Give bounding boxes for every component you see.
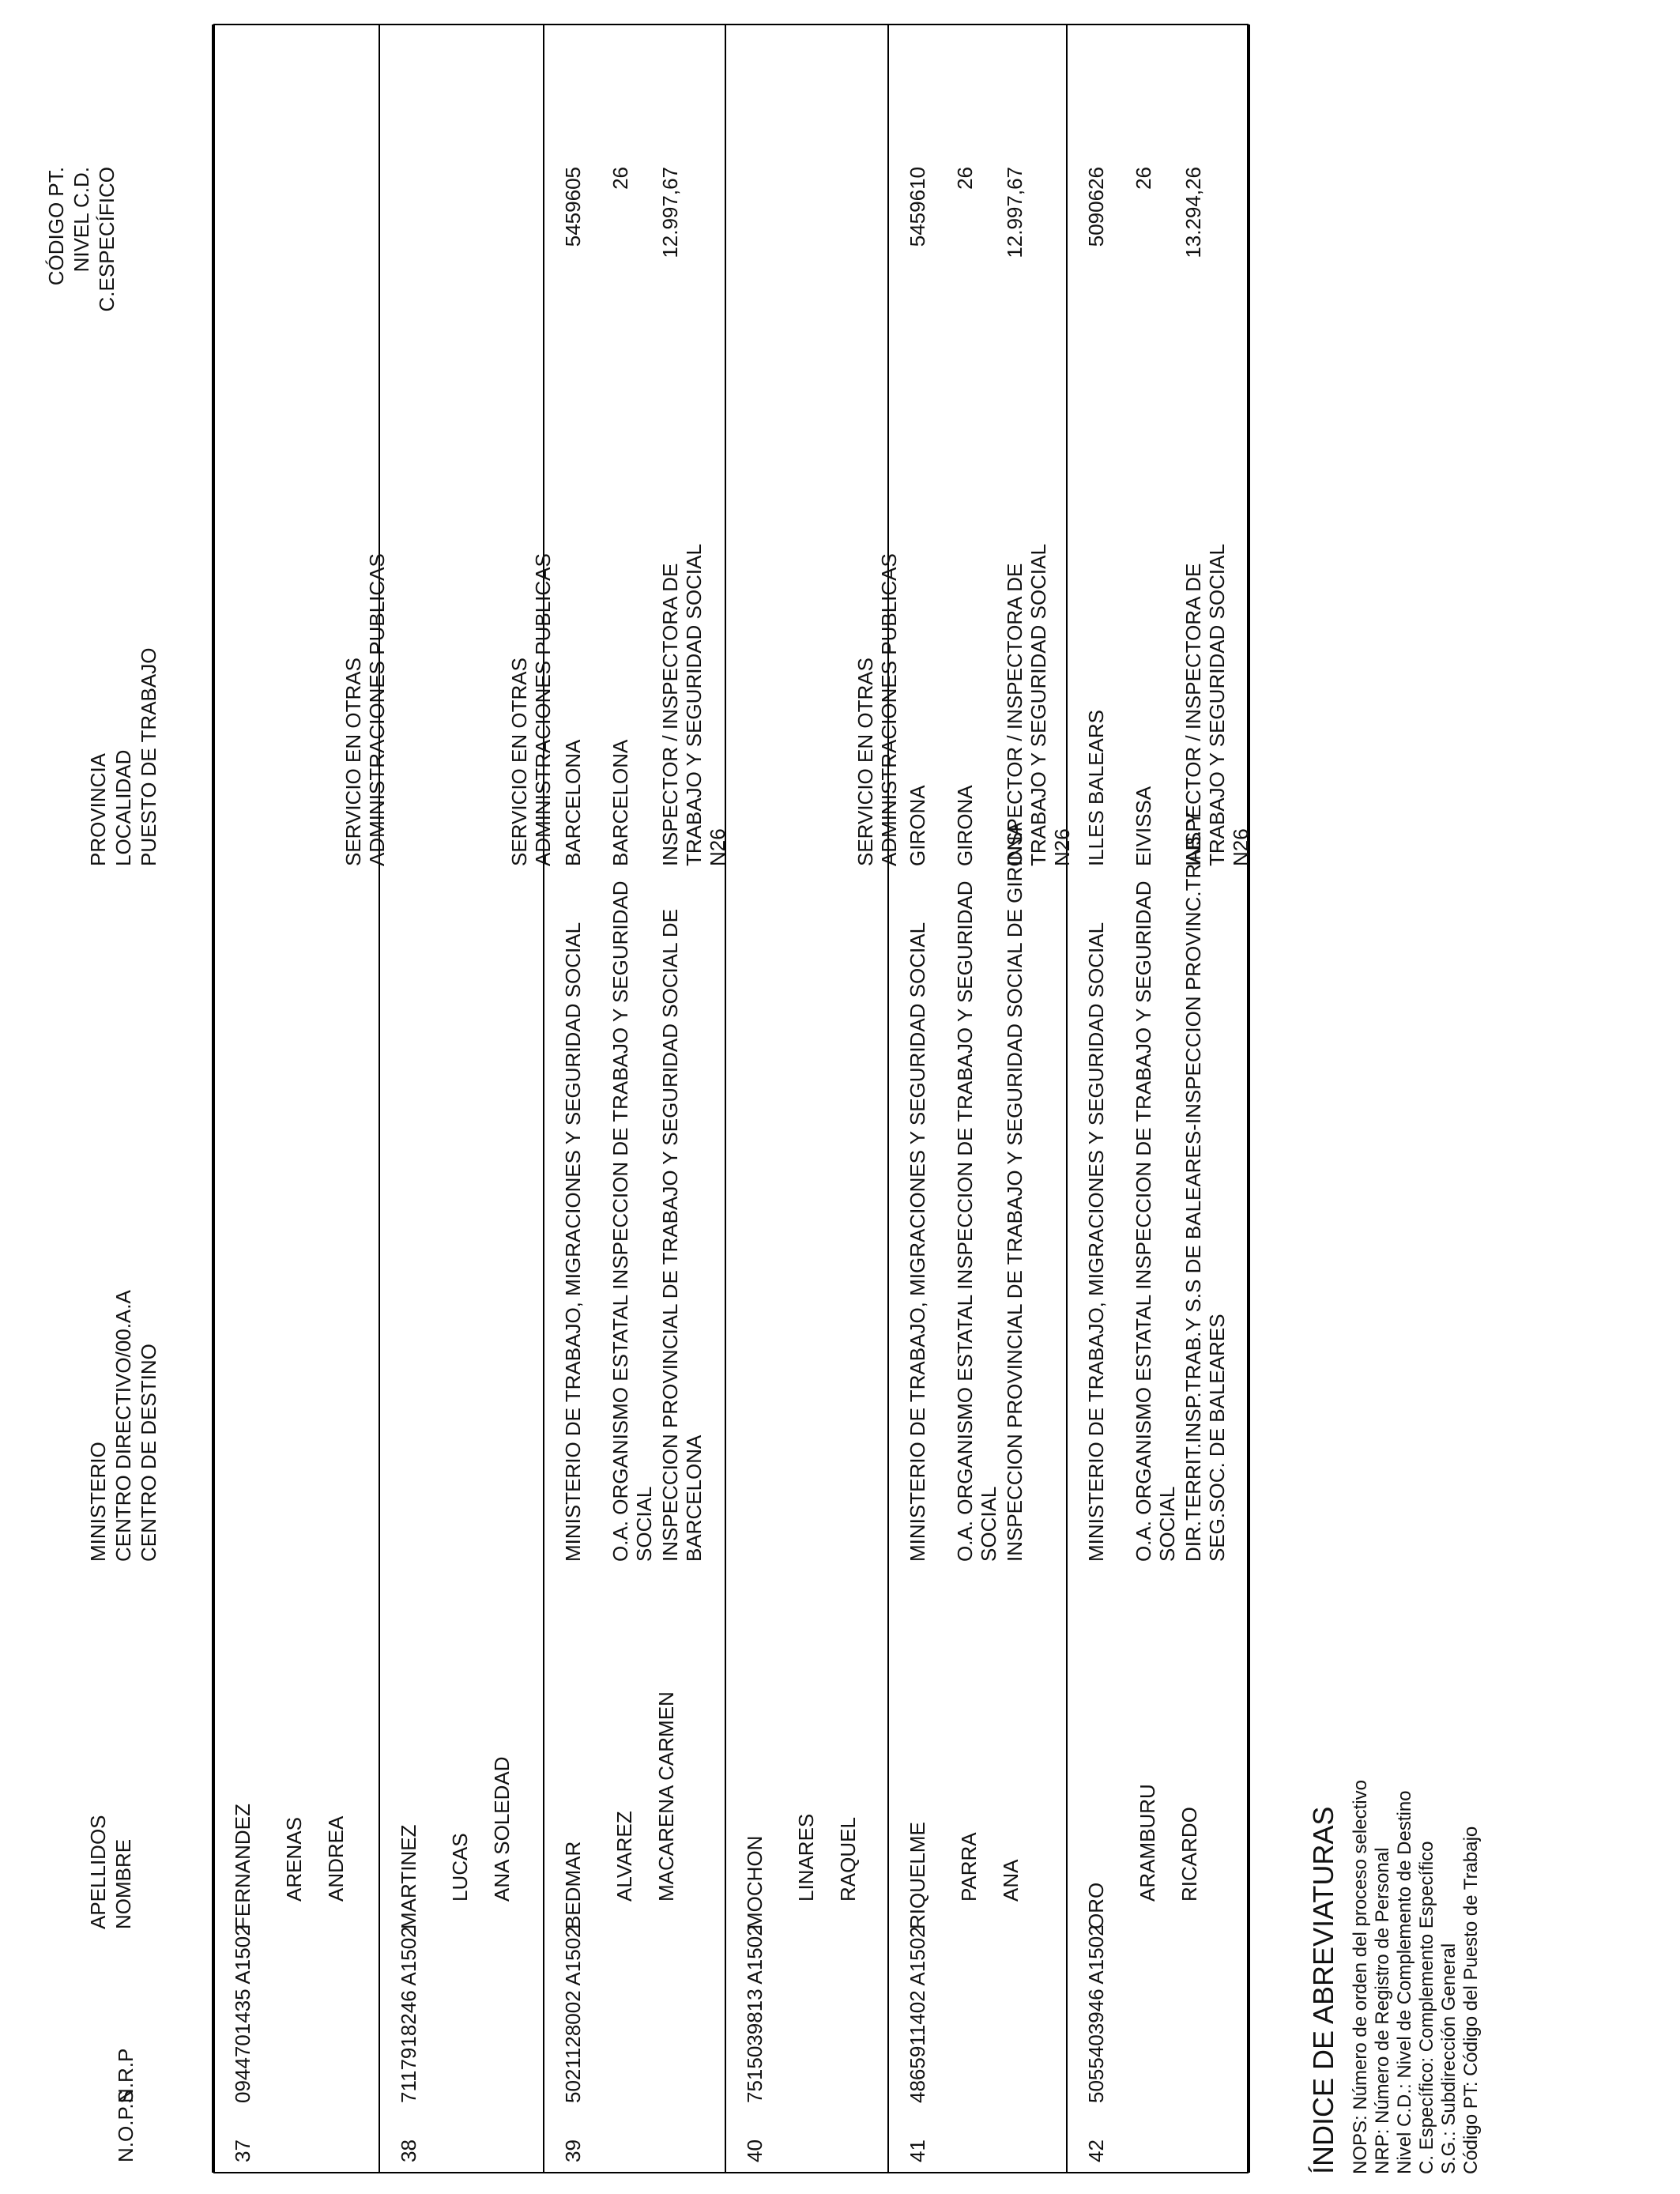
row-province-line: BARCELONA — [608, 739, 632, 866]
row-province-line: SERVICIO EN OTRAS — [507, 658, 531, 866]
row-name: ARENAS — [282, 1817, 306, 1902]
row-province-line: ADMINISTRACIONES PUBLICAS — [365, 553, 389, 866]
row-ministry-line: O.A. ORGANISMO ESTATAL INSPECCION DE TRABAJO Y SEGURIDAD — [953, 880, 977, 1562]
row-ministry-line: BARCELONA — [682, 1434, 706, 1562]
row-ministry-line: MINISTERIO DE TRABAJO, MIGRACIONES Y SEGURIDAD SOCIAL — [1084, 922, 1108, 1562]
row-name: FERNANDEZ — [231, 1804, 254, 1929]
row-specific: 12.997,67 — [1003, 167, 1026, 258]
abbreviation-line: S.G.: Subdirección General — [1438, 1943, 1460, 2174]
row-level: 26 — [608, 167, 632, 190]
row-level: 26 — [953, 167, 977, 190]
row-province-line: N26 — [1050, 828, 1074, 866]
row-name: RAQUEL — [836, 1817, 860, 1902]
row-ministry-line: SOCIAL — [977, 1486, 1000, 1562]
header-ministerio: MINISTERIO — [86, 1442, 110, 1562]
row-nops: 38 — [397, 2139, 420, 2162]
header-ministerio: CENTRO DE DESTINO — [137, 1344, 160, 1562]
row-province-line: EIVISSA — [1132, 786, 1155, 866]
header-nops: N.O.P.S — [114, 2089, 137, 2162]
row-name: ARAMBURU — [1136, 1784, 1159, 1902]
row-name: ORO — [1084, 1882, 1108, 1929]
abbreviation-line: Nivel C.D.: Nivel de Complemento de Destino — [1394, 1790, 1415, 2174]
row-name: MACARENA CARMEN — [654, 1691, 678, 1902]
row-province-line: TRABAJO Y SEGURIDAD SOCIAL — [1026, 544, 1050, 866]
row-ministry-line: INSPECCION PROVINCIAL DE TRABAJO Y SEGURIDAD SOCIAL DE GIRONA — [1003, 822, 1026, 1562]
row-ministry-line: O.A. ORGANISMO ESTATAL INSPECCION DE TRABAJO Y SEGURIDAD — [608, 880, 632, 1562]
row-province-line: TRABAJO Y SEGURIDAD SOCIAL — [682, 544, 706, 866]
header-codigo: CÓDIGO PT. — [44, 167, 68, 286]
row-nops: 37 — [231, 2139, 254, 2162]
row-province-line: N26 — [1229, 828, 1252, 866]
row-specific: 13.294,26 — [1181, 167, 1205, 258]
row-nrp: 7515039813 A1502 — [743, 1924, 767, 2103]
row-name: MOCHON — [743, 1835, 767, 1929]
row-nops: 41 — [906, 2139, 929, 2162]
abbreviation-line: C. Específico: Complemento Específico — [1416, 1841, 1437, 2174]
abbreviation-line: Código PT: Código del Puesto de Trabajo — [1460, 1826, 1482, 2174]
header-codigo: NIVEL C.D. — [70, 167, 93, 273]
row-nops: 40 — [743, 2139, 767, 2162]
row-nops: 42 — [1084, 2139, 1108, 2162]
abbreviation-line: NOPS: Número de orden del proceso selectivo — [1350, 1780, 1371, 2174]
row-province-line: SERVICIO EN OTRAS — [853, 658, 877, 866]
row-ministry-line: MINISTERIO DE TRABAJO, MIGRACIONES Y SEGURIDAD SOCIAL — [561, 922, 585, 1562]
row-province-line: INSPECTOR / INSPECTORA DE — [1181, 563, 1205, 866]
row-province-line: SERVICIO EN OTRAS — [341, 658, 365, 866]
row-code: 5459605 — [561, 167, 585, 247]
header-provincia: PUESTO DE TRABAJO — [137, 647, 160, 866]
row-province-line: N26 — [706, 828, 729, 866]
row-province-line: GIRONA — [953, 785, 977, 866]
header-apellidos: APELLIDOS — [86, 1815, 110, 1929]
row-province-line: ILLES BALEARS — [1084, 710, 1108, 866]
row-province-line: ADMINISTRACIONES PUBLICAS — [531, 553, 555, 866]
row-province-line: BARCELONA — [561, 739, 585, 866]
abbreviations-title: ÍNDICE DE ABREVIATURAS — [1307, 1806, 1339, 2174]
row-name: BEDMAR — [561, 1841, 585, 1929]
row-name: PARRA — [957, 1832, 981, 1902]
row-nrp: 4865911402 A1502 — [906, 1926, 929, 2103]
header-ministerio: CENTRO DIRECTIVO/00.A.A — [111, 1290, 135, 1562]
row-province-line: INSPECTOR / INSPECTORA DE — [1003, 563, 1026, 866]
abbreviation-line: NRP: Número de Registro de Personal — [1372, 1847, 1393, 2174]
row-ministry-line: DIR.TERRIT.INSP.TRAB.Y S.S DE BALEARES-INSPECCION PROVINC.TRAB. Y — [1181, 811, 1205, 1562]
header-provincia: LOCALIDAD — [111, 749, 135, 866]
row-nops: 39 — [561, 2139, 585, 2162]
row-name: ANDREA — [324, 1815, 348, 1902]
row-level: 26 — [1132, 167, 1155, 190]
row-ministry-line: MINISTERIO DE TRABAJO, MIGRACIONES Y SEGURIDAD SOCIAL — [906, 922, 929, 1562]
row-province-line: TRABAJO Y SEGURIDAD SOCIAL — [1205, 544, 1229, 866]
header-provincia: PROVINCIA — [86, 752, 110, 866]
row-province-line: ADMINISTRACIONES PUBLICAS — [877, 553, 901, 866]
row-province-line: GIRONA — [906, 785, 929, 866]
row-specific: 12.997,67 — [658, 167, 682, 258]
row-nrp: 5021128002 A1502 — [561, 1926, 585, 2103]
row-nrp: 7117918246 A1502 — [397, 1926, 420, 2103]
row-nrp: 5055403946 A1502 — [1084, 1924, 1108, 2103]
row-name: RICARDO — [1177, 1807, 1201, 1902]
row-province-line: INSPECTOR / INSPECTORA DE — [658, 563, 682, 866]
row-name: ANA — [999, 1859, 1023, 1902]
header-codigo: C.ESPECÍFICO — [95, 167, 119, 312]
row-nrp: 0944701435 A1502 — [231, 1924, 254, 2103]
row-code: 5090626 — [1084, 167, 1108, 247]
header-apellidos: NOMBRE — [111, 1838, 135, 1929]
row-name: ANA SOLEDAD — [490, 1756, 514, 1902]
header-nrp: N.R.P — [114, 2048, 137, 2103]
row-ministry-line: SOCIAL — [1155, 1486, 1179, 1562]
row-name: ALVAREZ — [612, 1811, 636, 1902]
row-name: RIQUELME — [906, 1822, 929, 1929]
row-name: LUCAS — [448, 1833, 472, 1902]
row-ministry-line: SEG.SOC. DE BALEARES — [1205, 1314, 1229, 1562]
row-code: 5459610 — [906, 167, 929, 247]
row-name: LINARES — [794, 1813, 818, 1902]
row-ministry-line: SOCIAL — [632, 1486, 656, 1562]
row-ministry-line: INSPECCION PROVINCIAL DE TRABAJO Y SEGURIDAD SOCIAL DE — [658, 909, 682, 1562]
row-name: MARTINEZ — [397, 1824, 420, 1929]
row-ministry-line: O.A. ORGANISMO ESTATAL INSPECCION DE TRABAJO Y SEGURIDAD — [1132, 880, 1155, 1562]
